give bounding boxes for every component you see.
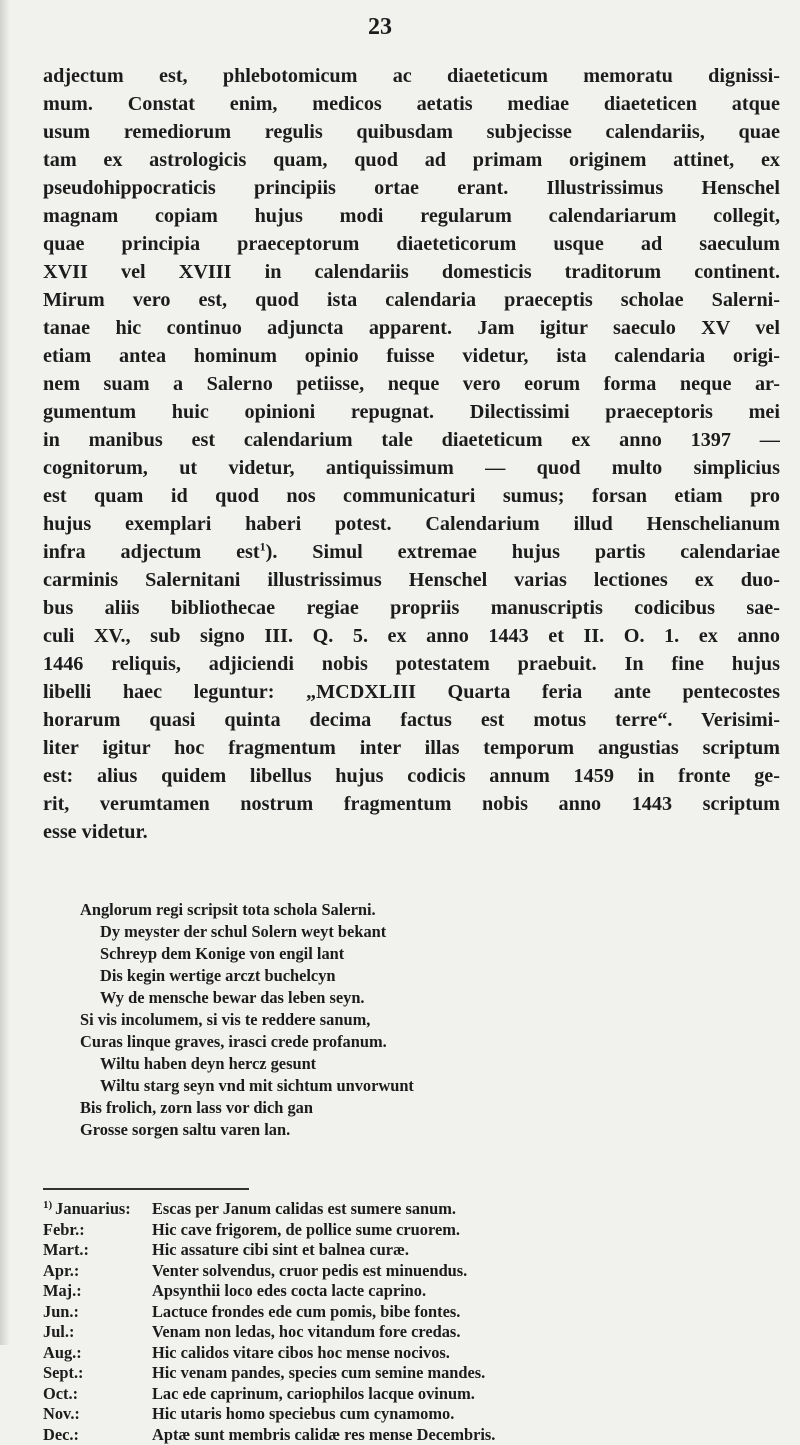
poem-line: Schreyp dem Konige von engil lant xyxy=(80,943,720,965)
footnote-text: Hic cave frigorem, de pollice sume cruorem. xyxy=(152,1220,783,1241)
body-line: quae principia praeceptorum diaeteticorum usque ad saeculum xyxy=(43,230,780,258)
footnote-row xyxy=(43,1240,783,1261)
footnote-row xyxy=(43,1220,783,1241)
footnote-month: Maj.: xyxy=(43,1281,152,1302)
body-line-head: infra adjectum est xyxy=(43,541,260,563)
footnote-month: Oct.: xyxy=(43,1384,152,1405)
footnote xyxy=(43,1199,783,1445)
body-line: nem suam a Salerno petiisse, neque vero eorum forma neque ar- xyxy=(43,370,780,398)
body-line: usum remediorum regulis quibusdam subjecisse calendariis, quae xyxy=(43,118,780,146)
footnote-marker: 1) xyxy=(43,1199,52,1211)
poem-line: Curas linque graves, irasci crede profanum. xyxy=(80,1031,720,1053)
body-line: Mirum vero est, quod ista calendaria praeceptis scholae Salerni- xyxy=(43,286,780,314)
body-line: tanae hic continuo adjuncta apparent. Jam igitur saeculo XV vel xyxy=(43,314,780,342)
body-line: cognitorum, ut videtur, antiquissimum — quod multo simplicius xyxy=(43,454,780,482)
footnote-separator xyxy=(43,1188,249,1190)
body-line-tail: ). Simul extremae hujus partis calendariae xyxy=(266,541,780,563)
footnote-text: Hic venam pandes, species cum semine mandes. xyxy=(152,1363,783,1384)
body-line: magnam copiam hujus modi regularum calendariarum collegit, xyxy=(43,202,780,230)
footnote-row xyxy=(43,1343,783,1364)
footnote-ref-marker[interactable]: 1 xyxy=(260,539,266,553)
body-line: in manibus est calendarium tale diaeteticum ex anno 1397 — xyxy=(43,426,780,454)
footnote-row xyxy=(43,1302,783,1323)
footnote-row xyxy=(43,1384,783,1405)
body-line: est quam id quod nos communicaturi sumus; forsan etiam pro xyxy=(43,482,780,510)
footnote-text: Hic assature cibi sint et balnea curæ. xyxy=(152,1240,783,1261)
footnote-month: Mart.: xyxy=(43,1240,152,1261)
footnote-row xyxy=(43,1261,783,1282)
footnote-text: Aptæ sunt membris calidæ res mense Decembris. xyxy=(152,1425,783,1445)
body-line: esse videtur. xyxy=(43,818,780,846)
footnote-row xyxy=(43,1363,783,1384)
footnote-row xyxy=(43,1281,783,1302)
body-line: carminis Salernitani illustrissimus Henschel varias lectiones ex duo- xyxy=(43,566,780,594)
poem-line: Bis frolich, zorn lass vor dich gan xyxy=(80,1097,720,1119)
footnote-text: Apsynthii loco edes cocta lacte caprino. xyxy=(152,1281,783,1302)
body-line: pseudohippocraticis principiis ortae erant. Illustrissimus Henschel xyxy=(43,174,780,202)
footnote-text: Lac ede caprinum, cariophilos lacque ovinum. xyxy=(152,1384,783,1405)
footnote-month: Aug.: xyxy=(43,1343,152,1364)
footnote-text: Hic utaris homo speciebus cum cynamomo. xyxy=(152,1404,783,1425)
footnote-month: Dec.: xyxy=(43,1425,152,1445)
body-line: tam ex astrologicis quam, quod ad primam originem attinet, ex xyxy=(43,146,780,174)
body-line: adjectum est, phlebotomicum ac diaeteticum memoratu dignissi- xyxy=(43,62,780,90)
footnote-text: Venter solvendus, cruor pedis est minuendus. xyxy=(152,1261,783,1282)
poem-line: Wy de mensche bewar das leben seyn. xyxy=(80,987,720,1009)
footnote-text: Hic calidos vitare cibos hoc mense nocivos. xyxy=(152,1343,783,1364)
body-line: etiam antea hominum opinio fuisse videtur, ista calendaria origi- xyxy=(43,342,780,370)
poem-block xyxy=(80,899,720,1141)
footnote-text: Escas per Janum calidas est sumere sanum. xyxy=(152,1199,783,1220)
page-number: 23 xyxy=(0,14,760,41)
body-line: est: alius quidem libellus hujus codicis annum 1459 in fronte ge- xyxy=(43,762,780,790)
poem-line: Grosse sorgen saltu varen lan. xyxy=(80,1119,720,1141)
footnote-row xyxy=(43,1322,783,1343)
poem-line: Dy meyster der schul Solern weyt bekant xyxy=(80,921,720,943)
body-line-with-footnote-ref xyxy=(43,538,780,566)
footnote-month: Jul.: xyxy=(43,1322,152,1343)
footnote-row xyxy=(43,1199,783,1220)
footnote-text: Venam non ledas, hoc vitandum fore credas. xyxy=(152,1322,783,1343)
body-line: gumentum huic opinioni repugnat. Dilectissimi praeceptoris mei xyxy=(43,398,780,426)
footnote-month: Febr.: xyxy=(43,1220,152,1241)
body-line: hujus exemplari haberi potest. Calendarium illud Henschelianum xyxy=(43,510,780,538)
footnote-month: Jun.: xyxy=(43,1302,152,1323)
poem-line: Si vis incolumem, si vis te reddere sanum, xyxy=(80,1009,720,1031)
body-line: liter igitur hoc fragmentum inter illas temporum angustias scriptum xyxy=(43,734,780,762)
body-line: XVII vel XVIII in calendariis domesticis traditorum continent. xyxy=(43,258,780,286)
binding-shadow xyxy=(0,0,10,1345)
body-line: horarum quasi quinta decima factus est motus terre“. Verisimi- xyxy=(43,706,780,734)
body-line: rit, verumtamen nostrum fragmentum nobis anno 1443 scriptum xyxy=(43,790,780,818)
footnote-month: Januarius: xyxy=(55,1199,131,1218)
footnote-month: Apr.: xyxy=(43,1261,152,1282)
body-text xyxy=(43,62,780,846)
footnote-month-cell xyxy=(43,1199,152,1220)
footnote-text: Lactuce frondes ede cum pomis, bibe fontes. xyxy=(152,1302,783,1323)
body-line: bus aliis bibliothecae regiae propriis manuscriptis codicibus sae- xyxy=(43,594,780,622)
footnote-month: Nov.: xyxy=(43,1404,152,1425)
footnote-row xyxy=(43,1425,783,1445)
poem-line: Wiltu haben deyn hercz gesunt xyxy=(80,1053,720,1075)
body-line: culi XV., sub signo III. Q. 5. ex anno 1443 et II. O. 1. ex anno xyxy=(43,622,780,650)
body-line: 1446 reliquis, adjiciendi nobis potestatem praebuit. In fine hujus xyxy=(43,650,780,678)
poem-line: Anglorum regi scripsit tota schola Salerni. xyxy=(80,899,720,921)
body-line: mum. Constat enim, medicos aetatis mediae diaeteticen atque xyxy=(43,90,780,118)
footnote-month: Sept.: xyxy=(43,1363,152,1384)
poem-line: Dis kegin wertige arczt buchelcyn xyxy=(80,965,720,987)
footnote-row xyxy=(43,1404,783,1425)
body-line: libelli haec leguntur: „MCDXLIII Quarta feria ante pentecostes xyxy=(43,678,780,706)
poem-line: Wiltu starg seyn vnd mit sichtum unvorwunt xyxy=(80,1075,720,1097)
